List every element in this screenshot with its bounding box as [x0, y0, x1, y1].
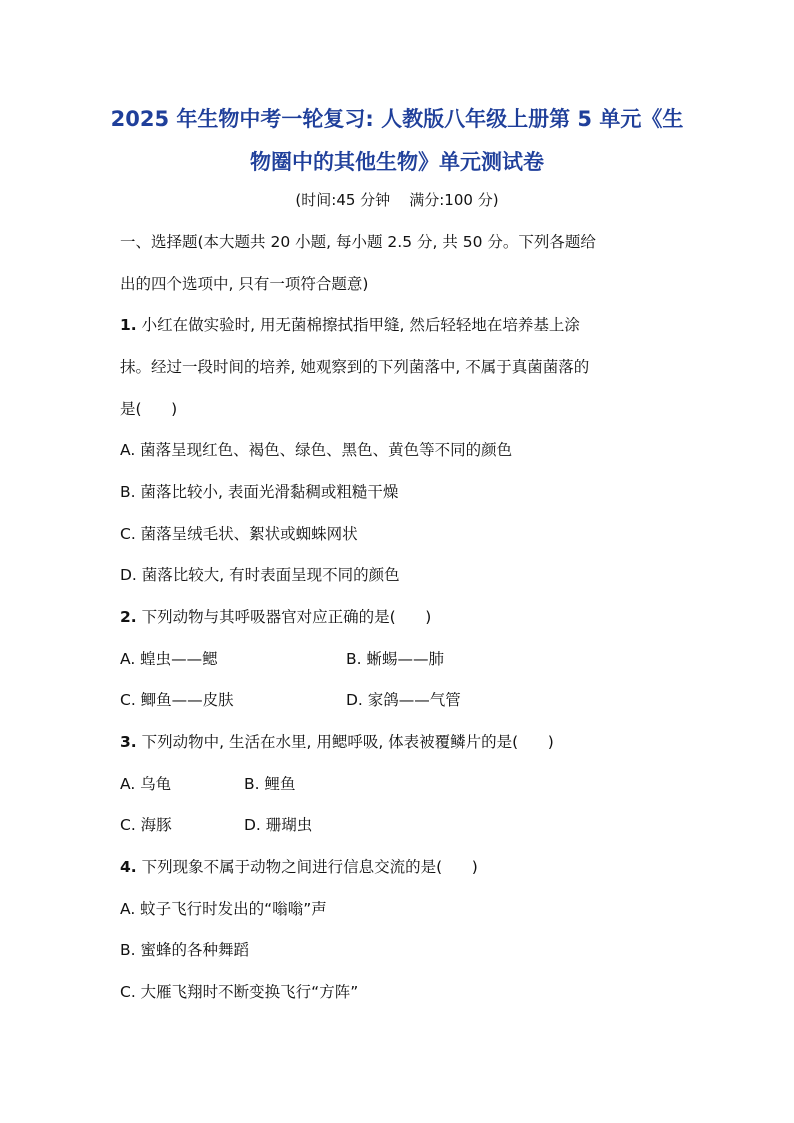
question-4-option-b: B. 蜜蜂的各种舞蹈 — [120, 941, 249, 959]
question-1-option-c: C. 菌落呈绒毛状、絮状或蜘蛛网状 — [120, 525, 358, 543]
question-1-stem-line-3: 是( ) — [120, 400, 178, 418]
question-2-option-d: D. 家鸽——气管 — [346, 691, 461, 709]
question-4-stem — [120, 855, 478, 879]
question-4-option-a: A. 蚊子飞行时发出的“嗡嗡”声 — [120, 900, 327, 918]
title-line-1: 2025 年生物中考一轮复习: 人教版八年级上册第 5 单元《生 — [110, 107, 684, 131]
question-3-option-b: B. 鲤鱼 — [244, 775, 296, 793]
question-1-stem-line-2: 抹。经过一段时间的培养, 她观察到的下列菌落中, 不属于真菌菌落的 — [120, 358, 590, 376]
question-2-stem-text: 下列动物与其呼吸器官对应正确的是( ) — [136, 608, 432, 626]
question-2-option-a: A. 蝗虫——鳃 — [120, 650, 218, 668]
question-3-option-d: D. 珊瑚虫 — [244, 816, 313, 834]
title-line-2: 物圈中的其他生物》单元测试卷 — [250, 150, 544, 174]
question-3-stem-text: 下列动物中, 生活在水里, 用鳃呼吸, 体表被覆鳞片的是( ) — [136, 733, 554, 751]
section-heading-line-2: 出的四个选项中, 只有一项符合题意) — [120, 275, 369, 293]
question-3-option-a: A. 乌龟 — [120, 775, 172, 793]
question-1-option-a: A. 菌落呈现红色、褐色、绿色、黑色、黄色等不同的颜色 — [120, 441, 513, 459]
question-1-stem-text-1: 小红在做实验时, 用无菌棉擦拭指甲缝, 然后轻轻地在培养基上涂 — [136, 316, 580, 334]
question-1-option-d: D. 菌落比较大, 有时表面呈现不同的颜色 — [120, 566, 400, 584]
question-3-number: 3. — [120, 733, 137, 751]
section-heading-line-1: 一、选择题(本大题共 20 小题, 每小题 2.5 分, 共 50 分。下列各题给 — [120, 233, 596, 251]
question-2-stem — [120, 605, 431, 629]
question-4-number: 4. — [120, 858, 137, 876]
question-4-stem-text: 下列现象不属于动物之间进行信息交流的是( ) — [136, 858, 478, 876]
question-1-stem-line-1 — [120, 313, 580, 337]
question-2-number: 2. — [120, 608, 137, 626]
question-1-number: 1. — [120, 316, 137, 334]
question-4-option-c: C. 大雁飞翔时不断变换飞行“方阵” — [120, 983, 359, 1001]
question-3-option-c: C. 海豚 — [120, 816, 172, 834]
exam-time-and-score: (时间:45 分钟 满分:100 分) — [295, 191, 499, 209]
question-1-option-b: B. 菌落比较小, 表面光滑黏稠或粗糙干燥 — [120, 483, 399, 501]
question-2-option-c: C. 鲫鱼——皮肤 — [120, 691, 234, 709]
question-2-option-b: B. 蜥蜴——肺 — [346, 650, 444, 668]
question-3-stem — [120, 730, 554, 754]
